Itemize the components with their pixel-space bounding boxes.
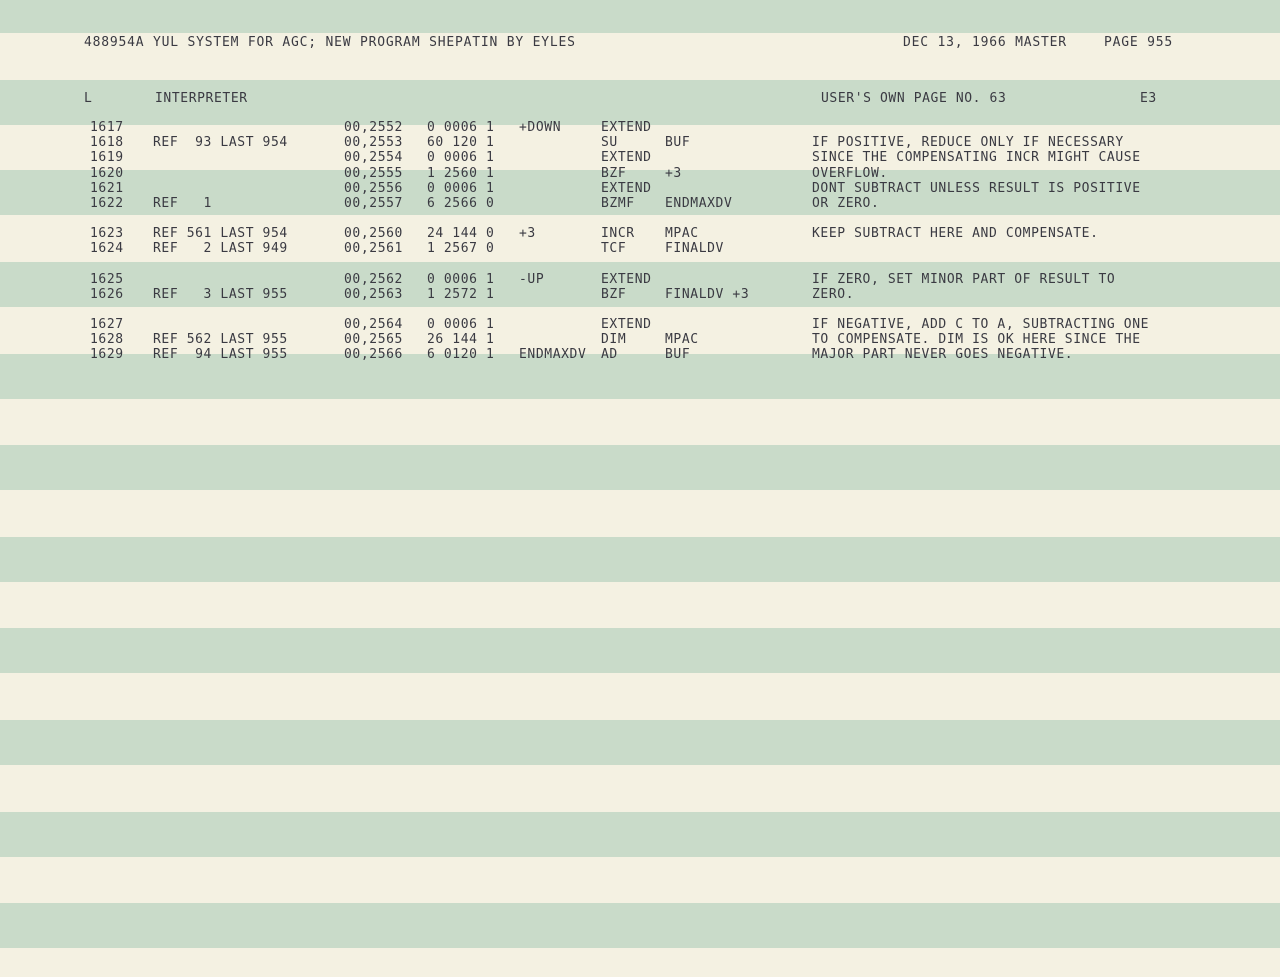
- address: 00,2556: [344, 180, 403, 196]
- reference: REF 94 LAST 955: [153, 347, 288, 363]
- line-number: 1628: [90, 332, 124, 348]
- operand: +3: [665, 165, 682, 181]
- octal-word: 1 2572 1: [427, 287, 495, 303]
- paper-band: [0, 537, 1280, 582]
- reference: REF 562 LAST 955: [153, 332, 288, 348]
- octal-word: 26 144 1: [427, 332, 495, 348]
- reference: REF 1: [153, 196, 212, 211]
- paper-band: [0, 903, 1280, 948]
- address: 00,2552: [344, 120, 403, 135]
- line-number: 1620: [90, 165, 124, 181]
- octal-word: 1 2560 1: [427, 165, 495, 181]
- comment: IF ZERO, SET MINOR PART OF RESULT TO: [812, 272, 1116, 287]
- line-number: 1618: [90, 135, 124, 151]
- section-title: INTERPRETER: [155, 91, 248, 106]
- opcode: DIM: [601, 332, 627, 348]
- opcode: EXTEND: [601, 272, 652, 287]
- opcode: AD: [601, 347, 618, 363]
- operand: BUF: [665, 135, 691, 151]
- octal-word: 6 2566 0: [427, 196, 495, 211]
- octal-word: 0 0006 1: [427, 272, 495, 287]
- listing-header-date: DEC 13, 1966 MASTER: [903, 35, 1067, 50]
- opcode: BZMF: [601, 196, 635, 211]
- comment: IF NEGATIVE, ADD C TO A, SUBTRACTING ONE: [812, 317, 1150, 332]
- address: 00,2565: [344, 332, 403, 348]
- reference: REF 3 LAST 955: [153, 287, 288, 303]
- line-number: 1626: [90, 287, 124, 303]
- opcode: TCF: [601, 241, 627, 257]
- octal-word: 1 2567 0: [427, 241, 495, 257]
- opcode: BZF: [601, 287, 627, 303]
- opcode: EXTEND: [601, 317, 652, 332]
- comment: OVERFLOW.: [812, 165, 888, 181]
- address: 00,2555: [344, 165, 403, 181]
- octal-word: 0 0006 1: [427, 150, 495, 166]
- opcode: EXTEND: [601, 120, 652, 135]
- opcode: EXTEND: [601, 180, 652, 196]
- comment: IF POSITIVE, REDUCE ONLY IF NECESSARY: [812, 135, 1124, 151]
- paper-band: [0, 720, 1280, 765]
- comment: SINCE THE COMPENSATING INCR MIGHT CAUSE: [812, 150, 1141, 166]
- address: 00,2564: [344, 317, 403, 332]
- comment: TO COMPENSATE. DIM IS OK HERE SINCE THE: [812, 332, 1141, 348]
- address: 00,2561: [344, 241, 403, 257]
- listing-header-title: 488954A YUL SYSTEM FOR AGC; NEW PROGRAM SHEPATIN BY EYLES: [84, 35, 576, 50]
- label: -UP: [519, 272, 545, 287]
- comment: DONT SUBTRACT UNLESS RESULT IS POSITIVE: [812, 180, 1141, 196]
- address: 00,2560: [344, 226, 403, 241]
- line-number: 1622: [90, 196, 124, 211]
- paper-band: [0, 445, 1280, 490]
- paper-band: [0, 812, 1280, 857]
- line-number: 1627: [90, 317, 124, 332]
- users-page-number: USER'S OWN PAGE NO. 63: [821, 91, 1007, 106]
- opcode: SU: [601, 135, 618, 151]
- line-number: 1625: [90, 272, 124, 287]
- reference: REF 93 LAST 954: [153, 135, 288, 151]
- address: 00,2566: [344, 347, 403, 363]
- paper-band: [0, 628, 1280, 673]
- operand: ENDMAXDV: [665, 196, 733, 211]
- listing-header-page: PAGE 955: [1104, 35, 1174, 50]
- operand: MPAC: [665, 332, 699, 348]
- paper-band: [0, 0, 1280, 33]
- label: +3: [519, 226, 536, 241]
- octal-word: 0 0006 1: [427, 317, 495, 332]
- octal-word: 24 144 0: [427, 226, 495, 241]
- operand: MPAC: [665, 226, 699, 241]
- line-number: 1619: [90, 150, 124, 166]
- line-number: 1623: [90, 226, 124, 241]
- line-number: 1624: [90, 241, 124, 257]
- label: ENDMAXDV: [519, 347, 587, 363]
- reference: REF 561 LAST 954: [153, 226, 288, 241]
- line-number: 1629: [90, 347, 124, 363]
- octal-word: 0 0006 1: [427, 120, 495, 135]
- section-code: E3: [1140, 91, 1157, 106]
- opcode: INCR: [601, 226, 635, 241]
- operand: FINALDV: [665, 241, 724, 257]
- address: 00,2554: [344, 150, 403, 166]
- octal-word: 60 120 1: [427, 135, 495, 151]
- line-number: 1621: [90, 180, 124, 196]
- address: 00,2562: [344, 272, 403, 287]
- section-mark: L: [84, 91, 93, 106]
- comment: KEEP SUBTRACT HERE AND COMPENSATE.: [812, 226, 1099, 241]
- opcode: EXTEND: [601, 150, 652, 166]
- reference: REF 2 LAST 949: [153, 241, 288, 257]
- opcode: BZF: [601, 165, 627, 181]
- operand: FINALDV +3: [665, 287, 750, 303]
- address: 00,2553: [344, 135, 403, 151]
- comment: MAJOR PART NEVER GOES NEGATIVE.: [812, 347, 1074, 363]
- address: 00,2563: [344, 287, 403, 303]
- operand: BUF: [665, 347, 691, 363]
- comment: ZERO.: [812, 287, 855, 303]
- octal-word: 6 0120 1: [427, 347, 495, 363]
- comment: OR ZERO.: [812, 196, 880, 211]
- line-number: 1617: [90, 120, 124, 135]
- address: 00,2557: [344, 196, 403, 211]
- label: +DOWN: [519, 120, 562, 135]
- octal-word: 0 0006 1: [427, 180, 495, 196]
